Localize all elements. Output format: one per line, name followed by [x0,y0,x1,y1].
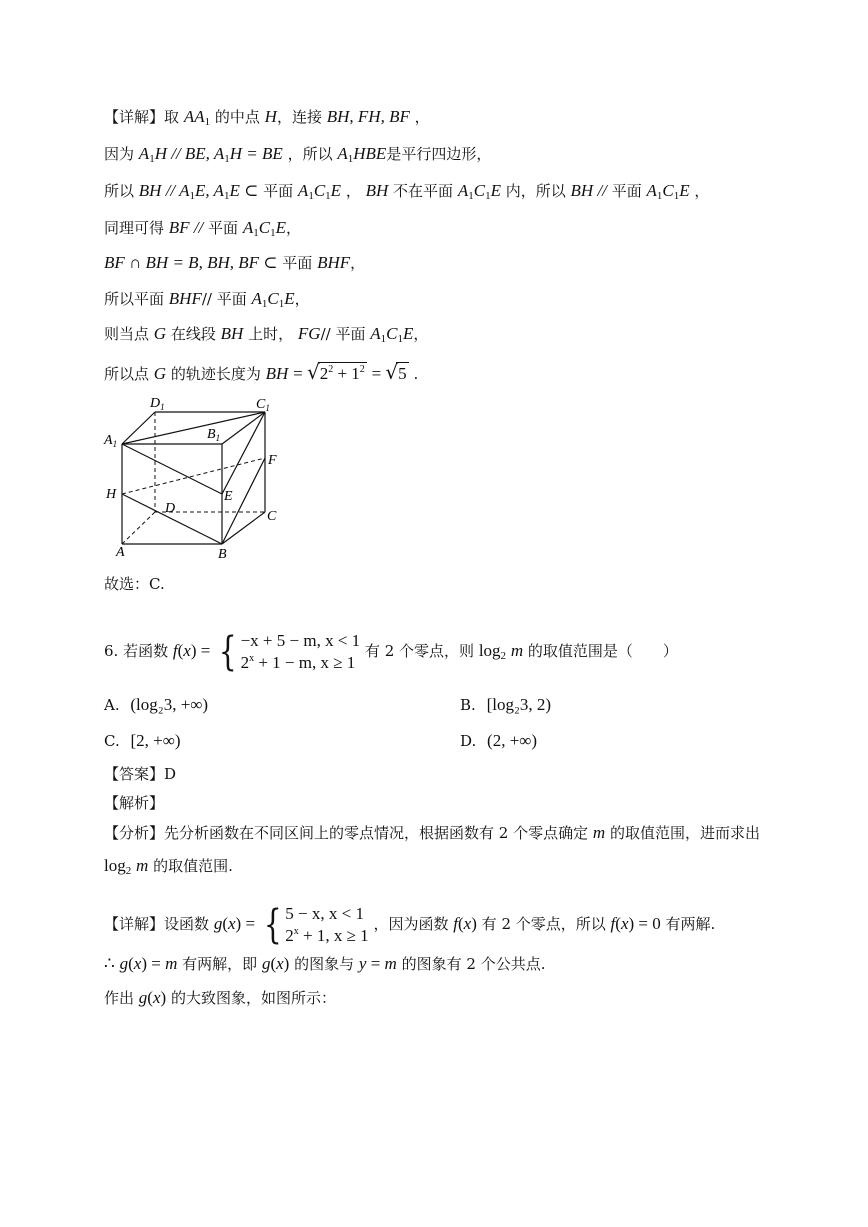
option-c[interactable]: C. [2, +∞) [104,731,181,750]
previous-answer: 故选：C. [104,575,165,593]
detail-line-5: BF ∩ BH = B, BH, BF ⊂ 平面 BHF， [104,253,366,272]
option-a[interactable]: A. (log₂3, +∞) [104,695,209,714]
label-h: H [106,487,117,502]
detail-line-6: 所以平面 BHF// 平面 $A_1C_1E$， [104,289,310,310]
detail2-line-2: ∴ g(x) = m 有两解，即 g(x) 的图象与 y = m 的图象有 2 个公共点. [104,954,546,973]
analysis-tag: 【解析】 [104,794,165,812]
analysis-line-1: 【分析】先分析函数在不同区间上的零点情况，根据函数有 2 个零点确定 m 的取值范围，进而求出 [104,823,760,842]
label-a: A [116,545,125,560]
detail-line-8: 所以点 G 的轨迹长度为 BH = $√2^2 + 1^2 = √5$ . [104,360,419,384]
piecewise-g: { 5 − x, x < 1 $2^x + 1$, x ≥ 1 [263,902,369,948]
piecewise-f: { −x + 5 − m, x < 1 $2^x + 1 - m$, x ≥ 1 [218,629,361,675]
label-b: B [218,547,227,562]
cube-figure [100,392,290,562]
analysis-line-2: $\log_2 m$ 的取值范围. [104,856,233,877]
detail-line-2: 因为 $A_1H$ // BE, $A_1H$ = BE ，所以 $A_1HBE$是平行四边形， [104,144,492,165]
label-a1: $A_1$ [104,433,118,449]
detail-line-3: 所以 BH // $A_1E$, $A_1E$ ⊂ 平面 $A_1C_1E$ ， BH 不在平面 $A_1C_1E$ 内，所以 BH // 平面 $A_1C_1E$ ， [104,181,710,202]
detail-line-1: 【详解】取 $AA_1$ 的中点 H，连接 BH, FH, BF ， [104,107,430,128]
label-c: C [267,509,277,524]
label-d1: $D_1$ [150,396,165,412]
label-b1: $B_1$ [207,427,221,443]
detail2-line-1: 【详解】设函数 g(x) = { 5 − x, x < 1 $2^x + 1$, x ≥ 1 ，因为函数 f(x) 有 2 个零点，所以 f(x) = 0 有两解. [104,902,716,948]
option-d[interactable]: D. (2, +∞) [460,731,538,750]
label-e: E [224,489,233,504]
option-b[interactable]: B. [log₂3, 2) [460,695,552,714]
label-d: D [165,501,176,516]
label-f: F [268,453,277,468]
detail2-line-3: 作出 g(x) 的大致图象，如图所示： [104,988,336,1007]
answer-value: D [164,765,177,783]
detail-line-4: 同理可得 BF // 平面 $A_1C_1E$， [104,218,301,239]
question-6: 6. 若函数 f(x) = { −x + 5 − m, x < 1 $2^x + 1 - m$, x ≥ 1 有 2 个零点，则 $\log_2 m$ 的取值范围是（ ） [104,629,678,675]
label-c1: $C_1$ [256,397,270,413]
answer-line: 【答案】D [104,765,177,783]
question-number: 6. [104,642,119,660]
detail-line-7: 则当点 G 在线段 BH 上时， FG// 平面 $A_1C_1E$， [104,324,429,345]
